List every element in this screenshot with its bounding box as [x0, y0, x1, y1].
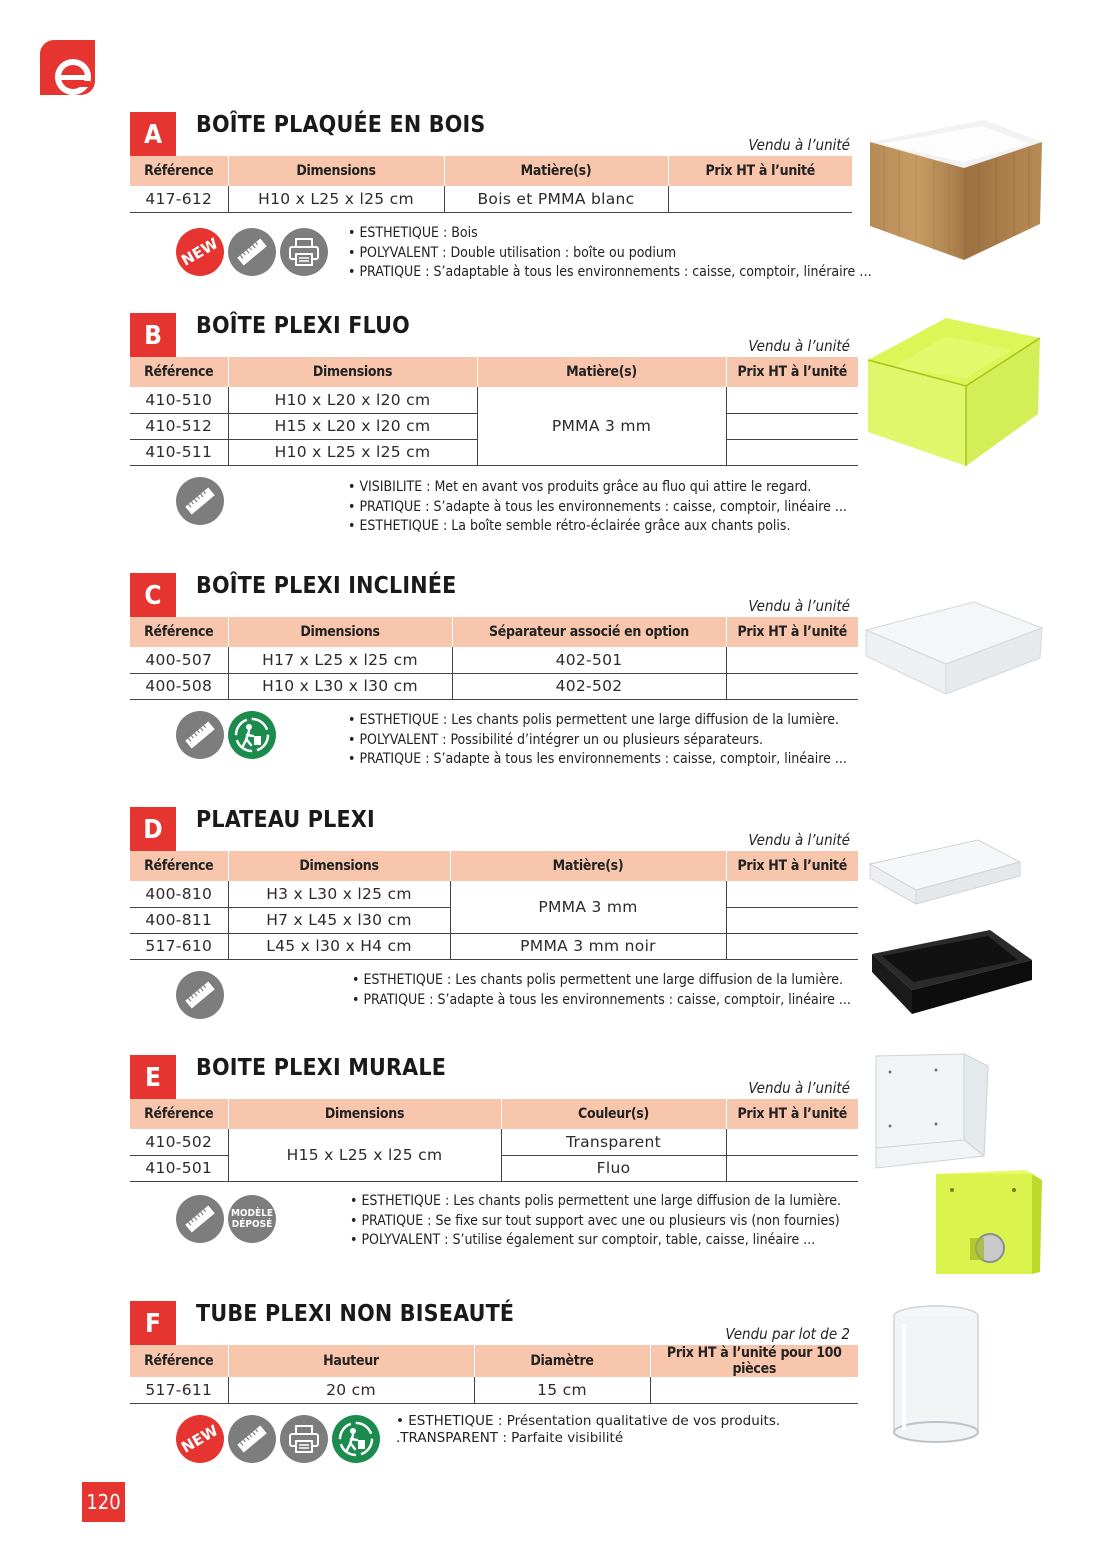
clear-tray-photo — [866, 838, 1024, 908]
feature-item: • ESTHETIQUE : Présentation qualitative de vos produits. — [396, 1413, 780, 1430]
cell-price — [726, 881, 858, 907]
cell-material: Bois et PMMA blanc — [444, 186, 668, 212]
header-material: Matière(s) — [450, 851, 726, 881]
cell-price — [726, 673, 858, 699]
section-letter: B — [130, 313, 176, 357]
table-row — [130, 1377, 858, 1403]
cell-price — [650, 1377, 858, 1403]
table-header-row — [130, 156, 852, 186]
header-material: Matière(s) — [477, 357, 726, 387]
cell-diameter: 15 cm — [474, 1377, 650, 1403]
page-number: 120 — [82, 1482, 125, 1522]
recycle-icon — [228, 711, 276, 759]
product-table — [130, 156, 852, 213]
cell-height: 20 cm — [228, 1377, 474, 1403]
table-row — [130, 933, 858, 959]
tube-photo — [886, 1302, 986, 1452]
section-letter: A — [130, 112, 176, 156]
header-dimensions: Dimensions — [228, 357, 477, 387]
header-height: Hauteur — [228, 1345, 474, 1377]
new-badge-icon: NEW — [176, 228, 224, 276]
section-title: PLATEAU PLEXI — [196, 807, 375, 833]
cell-dimensions: H17 x L25 x l25 cm — [228, 647, 452, 673]
feature-list — [348, 711, 847, 770]
feature-icons — [176, 1195, 276, 1243]
header-dimensions: Dimensions — [228, 1099, 501, 1129]
cell-price — [726, 1155, 858, 1181]
cell-dimensions: H10 x L25 x l25 cm — [228, 186, 444, 212]
feature-item: • PRATIQUE : S’adapte à tous les environnements : caisse, comptoir, linéaire ... — [348, 750, 847, 770]
header-dimensions: Dimensions — [228, 851, 450, 881]
cell-reference: 410-501 — [130, 1155, 228, 1181]
table-header-row — [130, 357, 858, 387]
cell-color: Transparent — [501, 1129, 726, 1155]
black-tray-photo — [868, 926, 1036, 1016]
product-table — [130, 1099, 858, 1182]
table-header-row — [130, 1345, 858, 1377]
printer-icon — [280, 228, 328, 276]
cell-dimensions: H7 x L45 x l30 cm — [228, 907, 450, 933]
header-diameter: Diamètre — [474, 1345, 650, 1377]
feature-icons — [176, 228, 328, 276]
section-title: BOÎTE PLEXI FLUO — [196, 313, 410, 339]
table-header-row — [130, 1099, 858, 1129]
sale-unit-note: Vendu à l’unité — [748, 831, 850, 849]
fluo-box-photo — [862, 316, 1044, 468]
cell-price — [726, 413, 858, 439]
feature-item: .TRANSPARENT : Parfaite visibilité — [396, 1430, 624, 1446]
ruler-icon — [176, 971, 224, 1019]
table-row — [130, 1129, 858, 1155]
cell-reference: 400-811 — [130, 907, 228, 933]
product-table — [130, 851, 858, 960]
header-reference: Référence — [130, 851, 228, 881]
header-separator: Séparateur associé en option — [452, 617, 726, 647]
recycle-icon — [332, 1415, 380, 1463]
cell-price — [726, 933, 858, 959]
header-reference: Référence — [130, 357, 228, 387]
cell-price — [726, 387, 858, 413]
section-title: BOÎTE PLEXI INCLINÉE — [196, 573, 457, 599]
table-row — [130, 387, 858, 413]
feature-list — [348, 224, 872, 283]
cell-price — [726, 907, 858, 933]
section-letter: F — [130, 1301, 176, 1345]
product-table — [130, 1345, 858, 1404]
section-title: BOITE PLEXI MURALE — [196, 1055, 447, 1081]
cell-price — [726, 647, 858, 673]
wall-box-transparent-photo — [872, 1052, 992, 1170]
feature-list — [352, 971, 851, 1010]
cell-price — [668, 186, 852, 212]
sale-unit-note: Vendu à l’unité — [748, 136, 850, 154]
brand-logo — [40, 40, 95, 95]
header-price: Prix HT à l’unité — [726, 617, 858, 647]
cell-reference: 400-508 — [130, 673, 228, 699]
feature-item: • ESTHETIQUE : La boîte semble rétro-éclairée grâce aux chants polis. — [348, 517, 847, 537]
feature-list — [348, 478, 847, 537]
cell-reference: 410-512 — [130, 413, 228, 439]
cell-dimensions: H10 x L30 x l30 cm — [228, 673, 452, 699]
sale-unit-note: Vendu par lot de 2 — [725, 1325, 850, 1343]
feature-item: • VISIBILITE : Met en avant vos produits grâce au fluo qui attire le regard. — [348, 478, 847, 498]
table-header-row — [130, 617, 858, 647]
cell-reference: 410-510 — [130, 387, 228, 413]
cell-material: PMMA 3 mm noir — [450, 933, 726, 959]
header-reference: Référence — [130, 156, 228, 186]
cell-color: Fluo — [501, 1155, 726, 1181]
table-row — [130, 673, 858, 699]
feature-list — [350, 1192, 841, 1251]
table-row — [130, 186, 852, 212]
cell-reference: 400-507 — [130, 647, 228, 673]
cell-reference: 517-610 — [130, 933, 228, 959]
section-title: TUBE PLEXI NON BISEAUTÉ — [196, 1301, 515, 1327]
sale-unit-note: Vendu à l’unité — [748, 1079, 850, 1097]
sale-unit-note: Vendu à l’unité — [748, 597, 850, 615]
cell-separator: 402-502 — [452, 673, 726, 699]
table-header-row — [130, 851, 858, 881]
section-letter: E — [130, 1055, 176, 1099]
cell-dimensions: H3 x L30 x l25 cm — [228, 881, 450, 907]
cell-dimensions: H10 x L20 x l20 cm — [228, 387, 477, 413]
new-badge-icon: NEW — [176, 1415, 224, 1463]
ruler-icon — [228, 1415, 276, 1463]
cell-reference: 517-611 — [130, 1377, 228, 1403]
feature-item: • POLYVALENT : Double utilisation : boîte ou podium — [348, 244, 872, 264]
cell-price — [726, 1129, 858, 1155]
cell-reference: 400-810 — [130, 881, 228, 907]
feature-icons — [176, 971, 224, 1019]
feature-item: • PRATIQUE : S’adapte à tous les environnements : caisse, comptoir, linéaire ... — [348, 498, 847, 518]
feature-item: • PRATIQUE : S’adapte à tous les environnements : caisse, comptoir, linéaire ... — [352, 991, 851, 1011]
cell-material: PMMA 3 mm — [450, 881, 726, 933]
header-reference: Référence — [130, 1345, 228, 1377]
table-row — [130, 647, 858, 673]
sale-unit-note: Vendu à l’unité — [748, 337, 850, 355]
section-letter: C — [130, 573, 176, 617]
feature-icons — [176, 477, 224, 525]
section-title: BOÎTE PLAQUÉE EN BOIS — [196, 112, 486, 138]
ruler-icon — [228, 228, 276, 276]
header-reference: Référence — [130, 1099, 228, 1129]
product-table — [130, 617, 858, 700]
header-material: Matière(s) — [444, 156, 668, 186]
header-price: Prix HT à l’unité — [726, 357, 858, 387]
cell-dimensions: H10 x L25 x l25 cm — [228, 439, 477, 465]
product-table — [130, 357, 858, 466]
ruler-icon — [176, 711, 224, 759]
inclined-box-photo — [862, 598, 1046, 698]
feature-item: • ESTHETIQUE : Les chants polis permettent une large diffusion de la lumière. — [348, 711, 847, 731]
cell-material: PMMA 3 mm — [477, 387, 726, 465]
feature-item: • PRATIQUE : Se fixe sur tout support avec une ou plusieurs vis (non fournies) — [350, 1212, 841, 1232]
cell-price — [726, 439, 858, 465]
feature-list — [396, 1413, 780, 1447]
table-row — [130, 881, 858, 907]
feature-icons — [176, 711, 276, 759]
feature-item: • ESTHETIQUE : Bois — [348, 224, 872, 244]
ruler-icon — [176, 477, 224, 525]
printer-icon — [280, 1415, 328, 1463]
section-letter: D — [130, 807, 176, 851]
cell-dimensions: H15 x L25 x l25 cm — [228, 1129, 501, 1181]
header-price: Prix HT à l’unité pour 100 pièces — [650, 1345, 858, 1377]
wall-box-fluo-photo — [930, 1168, 1046, 1280]
cell-separator: 402-501 — [452, 647, 726, 673]
header-reference: Référence — [130, 617, 228, 647]
feature-item: • PRATIQUE : S’adaptable à tous les environnements : caisse, comptoir, linéraire … — [348, 263, 872, 283]
cell-reference: 410-511 — [130, 439, 228, 465]
header-color: Couleur(s) — [501, 1099, 726, 1129]
feature-item: • ESTHETIQUE : Les chants polis permettent une large diffusion de la lumière. — [352, 971, 851, 991]
registered-design-badge-icon: MODÈLE DÉPOSÉ — [228, 1195, 276, 1243]
cell-dimensions: H15 x L20 x l20 cm — [228, 413, 477, 439]
cell-reference: 410-502 — [130, 1129, 228, 1155]
feature-icons — [176, 1415, 380, 1463]
cell-dimensions: L45 x l30 x H4 cm — [228, 933, 450, 959]
header-dimensions: Dimensions — [228, 617, 452, 647]
header-price: Prix HT à l’unité — [668, 156, 852, 186]
ruler-icon — [176, 1195, 224, 1243]
feature-item: • ESTHETIQUE : Les chants polis permettent une large diffusion de la lumière. — [350, 1192, 841, 1212]
header-price: Prix HT à l’unité — [726, 851, 858, 881]
wood-box-photo — [864, 114, 1044, 264]
header-dimensions: Dimensions — [228, 156, 444, 186]
header-price: Prix HT à l’unité — [726, 1099, 858, 1129]
feature-item: • POLYVALENT : Possibilité d’intégrer un ou plusieurs séparateurs. — [348, 731, 847, 751]
cell-reference: 417-612 — [130, 186, 228, 212]
feature-item: • POLYVALENT : S’utilise également sur comptoir, table, caisse, linéaire ... — [350, 1231, 841, 1251]
